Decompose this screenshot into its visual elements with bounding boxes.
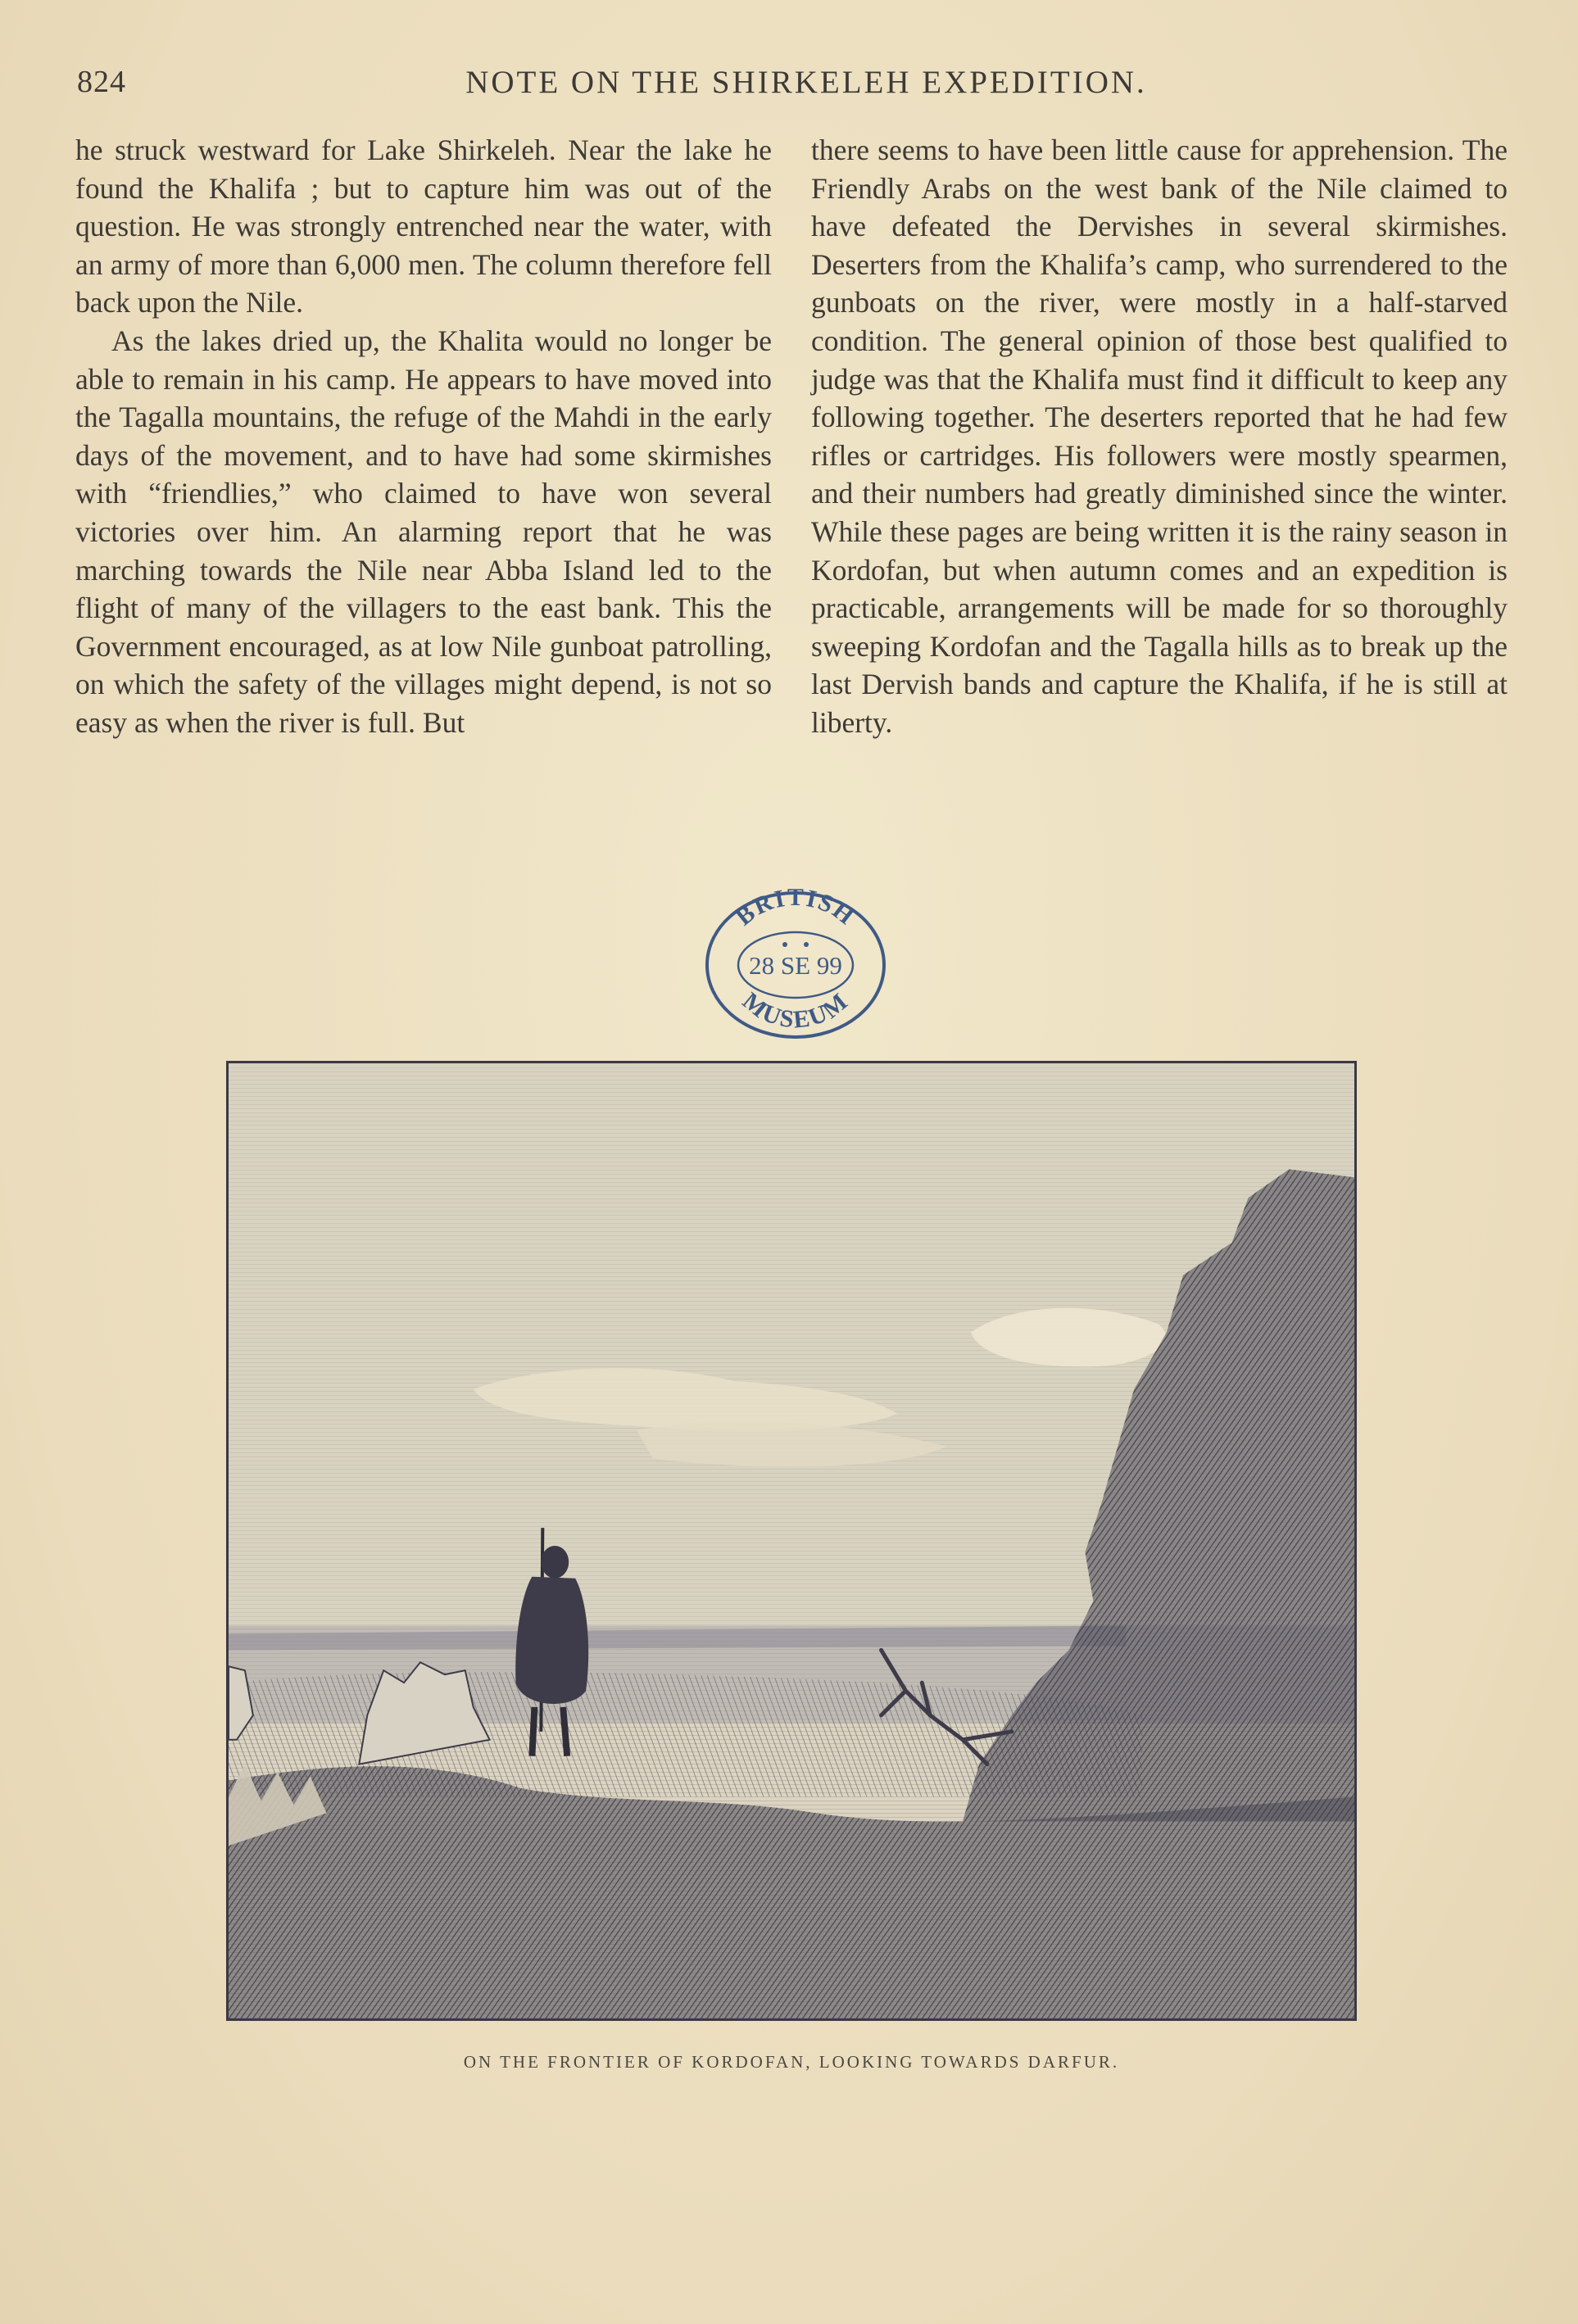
figure-caption: ON THE FRONTIER OF KORDOFAN, LOOKING TOWARDS DARFUR. [463,2052,1120,2072]
stamp-bottom-text: MUSEUM [737,987,855,1034]
paragraph: As the lakes dried up, the Khalita would no longer be able to remain in his camp. He appears to have moved into the Tagalla mountains, the refuge of the Mahdi in the early days of the movement, and to have had some skirmishes with “friendlies,” who claimed to have won several victories over him. An alarming report that he was marching towards the Nile near Abba Island led to the flight of many of the villagers to the east bank. This the Government encouraged, as at low Nile gunboat patrolling, on which the safety of the villages might depend, is not so easy as when the river is full. But [75,324,772,739]
svg-text:BRITISH [731,889,860,931]
library-stamp [703,889,888,1041]
landscape-engraving [229,1063,1354,2018]
stamp-top-text: BRITISH [730,889,860,931]
running-title: NOTE ON THE SHIRKELEH EXPEDITION. [465,65,1147,100]
page-header [77,64,1508,105]
svg-text:MUSEUM [737,987,854,1033]
stamp-graphic [703,889,888,1041]
engraving-illustration [226,1061,1357,2021]
paragraph: he struck westward for Lake Shirkeleh. Near the lake he found the Khalifa ; but to capture him was out of the question. He was strongly entrenched near the water, with an army of more than 6,000 men. The column therefore fell back upon the Nile. [75,134,772,319]
page-number: 824 [77,65,126,99]
stamp-date: 28 SE 99 [749,951,842,980]
paragraph: there seems to have been little cause for apprehension. The Friendly Arabs on the west bank of the Nile claimed to have defeated the Dervishes in several skirmishes. Deserters from the Khalifa’s camp, who surrendered to the gunboats on the river, were mostly in a half-starved condition. The general opinion of those best qualified to judge was that the Khalifa must find it difficult to keep any following together. The deserters reported that he had few rifles or cartridges. His followers were mostly spearmen, and their numbers had greatly diminished since the winter. While these pages are being written it is the rainy season in Kordofan, but when autumn comes and an expedition is practicable, arrangements will be made for so thoroughly sweeping Kordofan and the Tagalla hills as to break up the last Dervish bands and capture the Khalifa, if he is still at liberty. [811,134,1508,739]
text-column-left [75,131,772,742]
text-column-right [811,131,1508,742]
